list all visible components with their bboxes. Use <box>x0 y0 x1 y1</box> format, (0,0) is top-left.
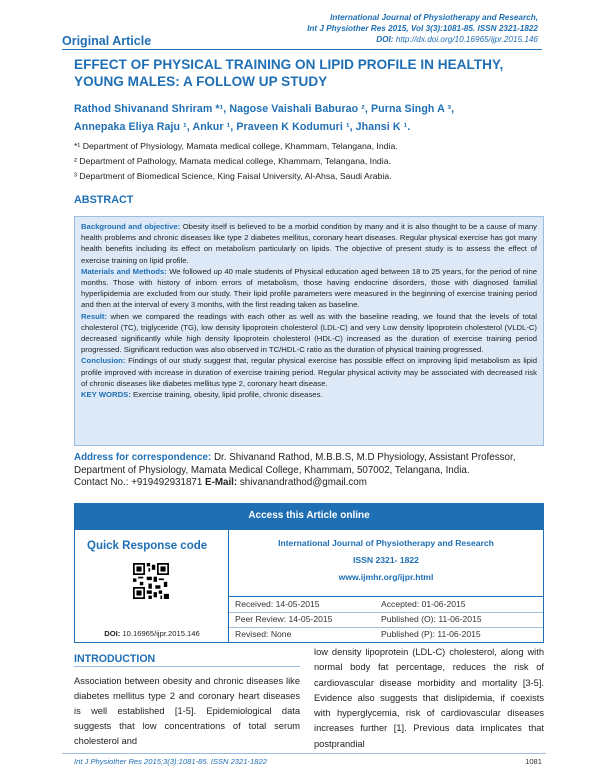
abstract-conclusion <box>81 355 537 389</box>
qr-title: Quick Response code <box>87 540 208 552</box>
accepted-date: Accepted: 01-06-2015 <box>381 599 466 609</box>
result-label: Result: <box>81 311 108 321</box>
affiliation-3: ³ Department of Biomedical Science, King Faisal University, Al-Ahsa, Saudi Arabia. <box>74 171 392 181</box>
qr-doi-value: 10.16965/ijpr.2015.146 <box>122 629 200 638</box>
authors-line-1: Rathod Shivanand Shriram *¹, Nagose Vaishali Baburao ², Purna Singh A ³, <box>74 103 455 115</box>
background-text: Obesity itself is believed to be a morbid condition by many and it is also thought to be a cause of many health problems and chronic diseases like type 2 diabetes mellitus, coronary heart diseases. Regular physical exercise has got many health benefits including its effect on metabolism particularly on lipids. The objective of present study is to assess the effect of exercise training on lipid profile. <box>81 222 537 265</box>
contact-value: +919492931871 <box>131 477 203 489</box>
footer-citation: Int J Physiother Res 2015;3(3):1081-85. ISSN 2321-1822 <box>74 757 267 766</box>
article-title: EFFECT OF PHYSICAL TRAINING ON LIPID PROFILE IN HEALTHY, YOUNG MALES: A FOLLOW UP STUDY <box>74 57 504 89</box>
abstract-background <box>81 221 537 266</box>
journal-info-column <box>229 530 543 642</box>
conclusion-label: Conclusion: <box>81 356 126 366</box>
qr-doi-label: DOI: <box>104 629 121 638</box>
introduction-right-column: low density lipoprotein (LDL-C) cholesterol, along with normal body fat percentage, reduces the risk of cardiovascular disease morbidity and mortality [3-5]. Evidence also suggests that dislipidemia, if coexists with hyperglycemia, risk of cardiovascular diseases increases further [1]. Previous data implicates that postprandial <box>314 647 544 749</box>
methods-text: We followed up 40 male students of Physical education aged between 18 to 25 years, for the period of nine months. Those with history of inborn errors of metabolism, those having endocrine disorders, those with diagnosed familial hyperlipidemia are excluded from our study. Their lipid profile parameters were measured in the beginning of exercise training period and then at the interval of every 3 months, with the first reading taken as baseline. <box>81 266 537 310</box>
correspondence-text: Dr. Shivanand Rathod, M.B.B.S, M.D Physiology, Assistant Professor, Department of Physiology, Mamata Medical College, Khammam, 507002, Telangana, India. <box>74 452 516 476</box>
published-print-date: Published (P): 11-06-2015 <box>381 629 481 639</box>
abstract-result <box>81 311 537 356</box>
access-table <box>74 529 544 643</box>
doi-link[interactable]: http://dx.doi.org/10.16965/ijpr.2015.146 <box>395 35 538 44</box>
correspondence <box>74 452 544 490</box>
journal-header <box>307 12 538 45</box>
received-date: Received: 14-05-2015 <box>235 599 320 609</box>
abstract-methods <box>81 266 537 311</box>
introduction-heading: INTRODUCTION <box>74 653 156 665</box>
article-type: Original Article <box>62 34 152 48</box>
methods-label: Materials and Methods: <box>81 266 167 276</box>
dates-table <box>229 597 543 642</box>
affiliation-2: ² Department of Pathology, Mamata medical college, Khammam, Telangana, India. <box>74 156 391 166</box>
correspondence-label: Address for correspondence: <box>74 452 212 463</box>
abstract-box <box>74 216 544 446</box>
journal-name: International Journal of Physiotherapy and Research <box>278 538 494 548</box>
background-label: Background and objective: <box>81 222 181 231</box>
authors <box>74 100 544 136</box>
journal-doi <box>307 34 538 45</box>
access-bar: Access this Article online <box>74 503 544 529</box>
doi-label: DOI: <box>376 35 394 44</box>
published-online-date: Published (O): 11-06-2015 <box>381 614 482 624</box>
journal-issn: ISSN 2321- 1822 <box>353 555 419 565</box>
journal-website[interactable]: www.ijmhr.org/ijpr.html <box>338 572 434 582</box>
result-text: when we compared the readings with each other as well as with the baseline reading, we found that the levels of total cholesterol (TC), triglyceride (TG), low density lipoprotein cholesterol (LDL-C) and very Low density lipoprotein cholesterol (VLDL-C) decreased significantly while high density lipoprotein cholesterol (HDL-C) increased as the duration of exercise training period progressed. Significant reduction was also observed in TC/HDL-C ratio as the duration of physical training progressed. <box>81 311 537 355</box>
authors-line-2: Annepaka Eliya Raju ¹, Ankur ¹, Praveen K Kodumuri ¹, Jhansi K ¹. <box>74 121 411 133</box>
introduction-left-column: Association between obesity and chronic diseases like diabetes mellitus type 2 and coronary heart diseases is well established [1-5]. Epidemiological data suggests that low concentrations of total serum cholesterol and <box>74 676 300 746</box>
contact-label: Contact No.: <box>74 477 129 489</box>
qr-column <box>75 530 229 642</box>
peer-review-date: Peer Review: 14-05-2015 <box>235 614 333 624</box>
conclusion-text: Findings of our study suggest that, regular physical exercise has possible effect on improving lipid metabolism as lipid profile improved with increase in duration of exercise training period. Regular physical activity may be associated with decreased risk of chronic diseases like diabetes mellitus type 2, coronary heart disease. <box>81 356 537 388</box>
page-number: 1081 <box>525 757 542 766</box>
email-label: E-Mail: <box>205 477 238 489</box>
qr-doi <box>75 629 229 638</box>
journal-info <box>229 530 543 597</box>
keywords-text: Exercise training, obesity, lipid profile, chronic diseases. <box>132 390 323 400</box>
revised-date: Revised: None <box>235 629 292 639</box>
affiliation-1: *¹ Department of Physiology, Mamata medical college, Khammam, Telangana, India. <box>74 141 398 151</box>
qr-code-icon[interactable] <box>133 563 169 599</box>
journal-header-line1: International Journal of Physiotherapy and Research, <box>330 13 538 22</box>
header-divider <box>62 49 542 50</box>
footer-rule <box>62 753 546 754</box>
abstract-heading: ABSTRACT <box>74 194 134 206</box>
journal-header-line2: Int J Physiother Res 2015, Vol 3(3):1081-85. ISSN 2321-1822 <box>307 24 538 33</box>
abstract-keywords <box>81 389 537 400</box>
keywords-label: KEY WORDS: <box>81 390 131 400</box>
email-value[interactable]: shivanandrathod@gmail.com <box>239 477 367 489</box>
introduction-rule <box>74 666 300 667</box>
